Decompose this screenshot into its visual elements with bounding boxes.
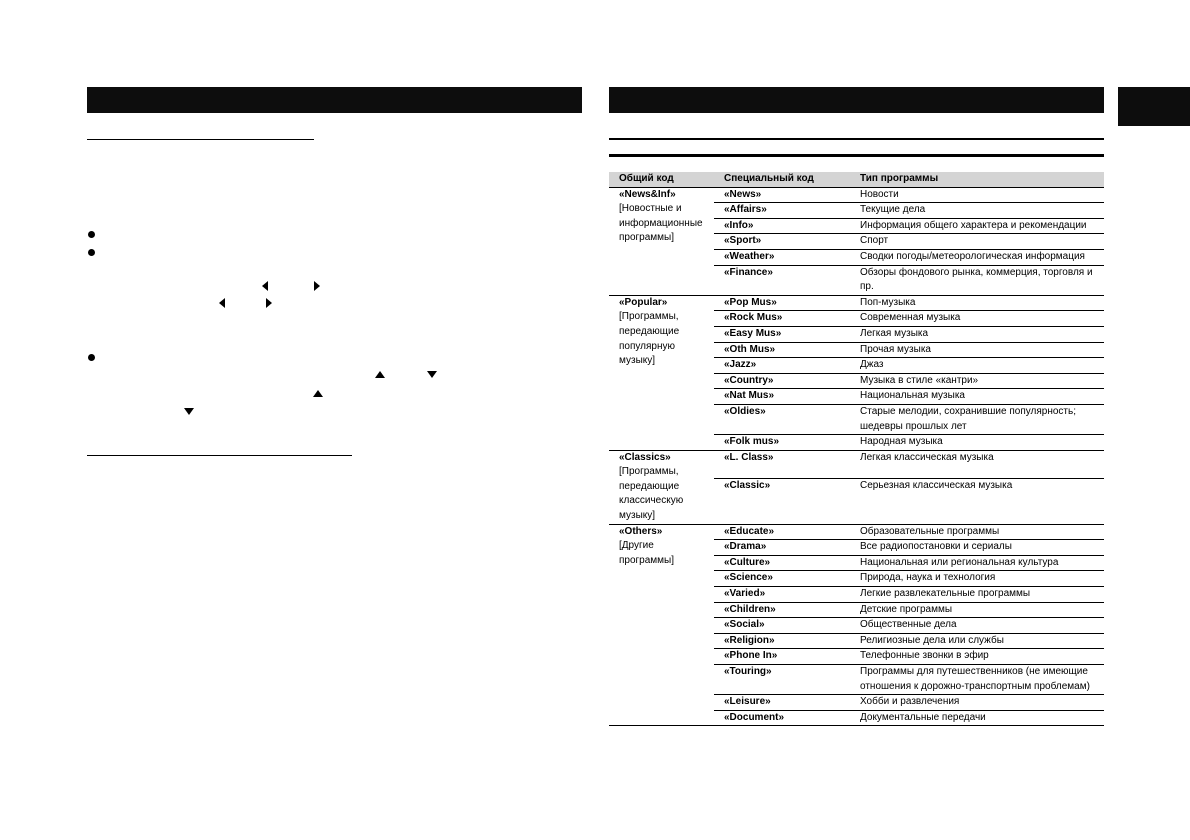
special-code-cell: «Document» bbox=[714, 710, 850, 726]
general-code-cell bbox=[609, 524, 714, 726]
general-code-description: [Программы, bbox=[619, 311, 679, 323]
program-type-cell: Информация общего характера и рекомендации bbox=[850, 218, 1104, 234]
general-code-name: «News&Inf» bbox=[619, 188, 676, 200]
left-subheading-rule-1 bbox=[87, 139, 314, 140]
special-code-cell: «Leisure» bbox=[714, 695, 850, 711]
special-code-cell: «Affairs» bbox=[714, 203, 850, 219]
general-code-cell bbox=[609, 450, 714, 524]
program-type-cell: Серьезная классическая музыка bbox=[850, 478, 1104, 524]
general-code-description: информационные bbox=[619, 217, 703, 229]
table-row bbox=[609, 187, 1104, 203]
program-type-cell: Сводки погоды/метеорологическая информация bbox=[850, 249, 1104, 265]
program-type-cell: Джаз bbox=[850, 358, 1104, 374]
general-code-description: передающие bbox=[619, 325, 680, 337]
general-code-description: [Другие bbox=[619, 540, 654, 552]
general-code-description: музыку] bbox=[619, 510, 656, 522]
right-arrow-icon bbox=[266, 298, 272, 308]
program-type-cell: Прочая музыка bbox=[850, 342, 1104, 358]
special-code-cell: «Phone In» bbox=[714, 649, 850, 665]
left-arrow-icon bbox=[262, 281, 268, 291]
general-code-cell bbox=[609, 295, 714, 450]
page-side-tab bbox=[1118, 87, 1190, 126]
program-type-cell: Телефонные звонки в эфир bbox=[850, 649, 1104, 665]
list-bullet bbox=[88, 249, 95, 256]
table-row bbox=[609, 524, 1104, 540]
table-body bbox=[609, 187, 1104, 726]
special-code-cell: «Jazz» bbox=[714, 358, 850, 374]
program-type-cell: Природа, наука и технология bbox=[850, 571, 1104, 587]
program-type-cell: Музыка в стиле «кантри» bbox=[850, 373, 1104, 389]
special-code-cell: «Rock Mus» bbox=[714, 311, 850, 327]
header-general-code: Общий код bbox=[609, 172, 714, 187]
special-code-cell: «Finance» bbox=[714, 265, 850, 295]
general-code-name: «Others» bbox=[619, 525, 663, 537]
program-type-cell: Религиозные дела или службы bbox=[850, 633, 1104, 649]
down-arrow-icon bbox=[427, 371, 437, 378]
special-code-cell: «Nat Mus» bbox=[714, 389, 850, 405]
special-code-cell: «Country» bbox=[714, 373, 850, 389]
right-arrow-icon bbox=[314, 281, 320, 291]
special-code-cell: «Children» bbox=[714, 602, 850, 618]
program-type-cell: Документальные передачи bbox=[850, 710, 1104, 726]
program-type-cell: Национальная музыка bbox=[850, 389, 1104, 405]
program-type-cell: Поп-музыка bbox=[850, 295, 1104, 311]
special-code-cell: «Drama» bbox=[714, 540, 850, 556]
special-code-cell: «Pop Mus» bbox=[714, 295, 850, 311]
right-section-header-bar bbox=[609, 87, 1104, 113]
special-code-cell: «Info» bbox=[714, 218, 850, 234]
program-type-cell: Легкая классическая музыка bbox=[850, 450, 1104, 478]
special-code-cell: «Sport» bbox=[714, 234, 850, 250]
special-code-cell: «Educate» bbox=[714, 524, 850, 540]
special-code-cell: «Culture» bbox=[714, 555, 850, 571]
header-program-type: Тип программы bbox=[850, 172, 1104, 187]
special-code-cell: «Social» bbox=[714, 618, 850, 634]
program-type-cell: Хобби и развлечения bbox=[850, 695, 1104, 711]
program-type-cell: Образовательные программы bbox=[850, 524, 1104, 540]
program-type-cell: Общественные дела bbox=[850, 618, 1104, 634]
program-type-cell: Народная музыка bbox=[850, 435, 1104, 451]
special-code-cell: «News» bbox=[714, 187, 850, 203]
program-type-cell: Легкие развлекательные программы bbox=[850, 587, 1104, 603]
left-section-header-bar bbox=[87, 87, 582, 113]
special-code-cell: «Oldies» bbox=[714, 404, 850, 434]
program-type-table bbox=[609, 172, 1104, 726]
general-code-name: «Classics» bbox=[619, 451, 671, 463]
general-code-description: программы] bbox=[619, 232, 675, 244]
program-type-cell: Текущие дела bbox=[850, 203, 1104, 219]
special-code-cell: «Folk mus» bbox=[714, 435, 850, 451]
general-code-description: [Новостные и bbox=[619, 203, 682, 215]
special-code-cell: «Easy Mus» bbox=[714, 326, 850, 342]
special-code-cell: «Oth Mus» bbox=[714, 342, 850, 358]
program-type-cell: Все радиопостановки и сериалы bbox=[850, 540, 1104, 556]
program-type-cell: Старые мелодии, сохранившие популярность; шедевры прошлых лет bbox=[850, 404, 1104, 434]
list-bullet bbox=[88, 231, 95, 238]
table-row bbox=[609, 295, 1104, 311]
table-row bbox=[609, 450, 1104, 478]
program-type-cell: Спорт bbox=[850, 234, 1104, 250]
program-type-cell: Современная музыка bbox=[850, 311, 1104, 327]
special-code-cell: «Classic» bbox=[714, 478, 850, 524]
special-code-cell: «Weather» bbox=[714, 249, 850, 265]
general-code-cell bbox=[609, 187, 714, 295]
left-subheading-rule-2 bbox=[87, 455, 352, 456]
left-arrow-icon bbox=[219, 298, 225, 308]
general-code-description: классическую bbox=[619, 495, 684, 507]
program-type-cell: Национальная или региональная культура bbox=[850, 555, 1104, 571]
general-code-description: передающие bbox=[619, 480, 680, 492]
special-code-cell: «Science» bbox=[714, 571, 850, 587]
special-code-cell: «Varied» bbox=[714, 587, 850, 603]
program-type-cell: Легкая музыка bbox=[850, 326, 1104, 342]
special-code-cell: «L. Class» bbox=[714, 450, 850, 478]
program-type-cell: Новости bbox=[850, 187, 1104, 203]
up-arrow-icon bbox=[313, 390, 323, 397]
program-type-cell: Программы для путешественников (не имеющие отношения к дорожно-транспортным проблемам) bbox=[850, 665, 1104, 695]
program-type-cell: Обзоры фондового рынка, коммерция, торговля и пр. bbox=[850, 265, 1104, 295]
special-code-cell: «Touring» bbox=[714, 665, 850, 695]
general-code-description: музыку] bbox=[619, 355, 656, 367]
down-arrow-icon bbox=[184, 408, 194, 415]
table-header-row bbox=[609, 172, 1104, 187]
general-code-description: [Программы, bbox=[619, 466, 679, 478]
right-subheading-rule bbox=[609, 138, 1104, 140]
special-code-cell: «Religion» bbox=[714, 633, 850, 649]
table-top-rule bbox=[609, 154, 1104, 157]
general-code-name: «Popular» bbox=[619, 296, 668, 308]
header-special-code: Специальный код bbox=[714, 172, 850, 187]
up-arrow-icon bbox=[375, 371, 385, 378]
list-bullet bbox=[88, 354, 95, 361]
general-code-description: популярную bbox=[619, 340, 676, 352]
general-code-description: программы] bbox=[619, 554, 675, 566]
program-type-cell: Детские программы bbox=[850, 602, 1104, 618]
